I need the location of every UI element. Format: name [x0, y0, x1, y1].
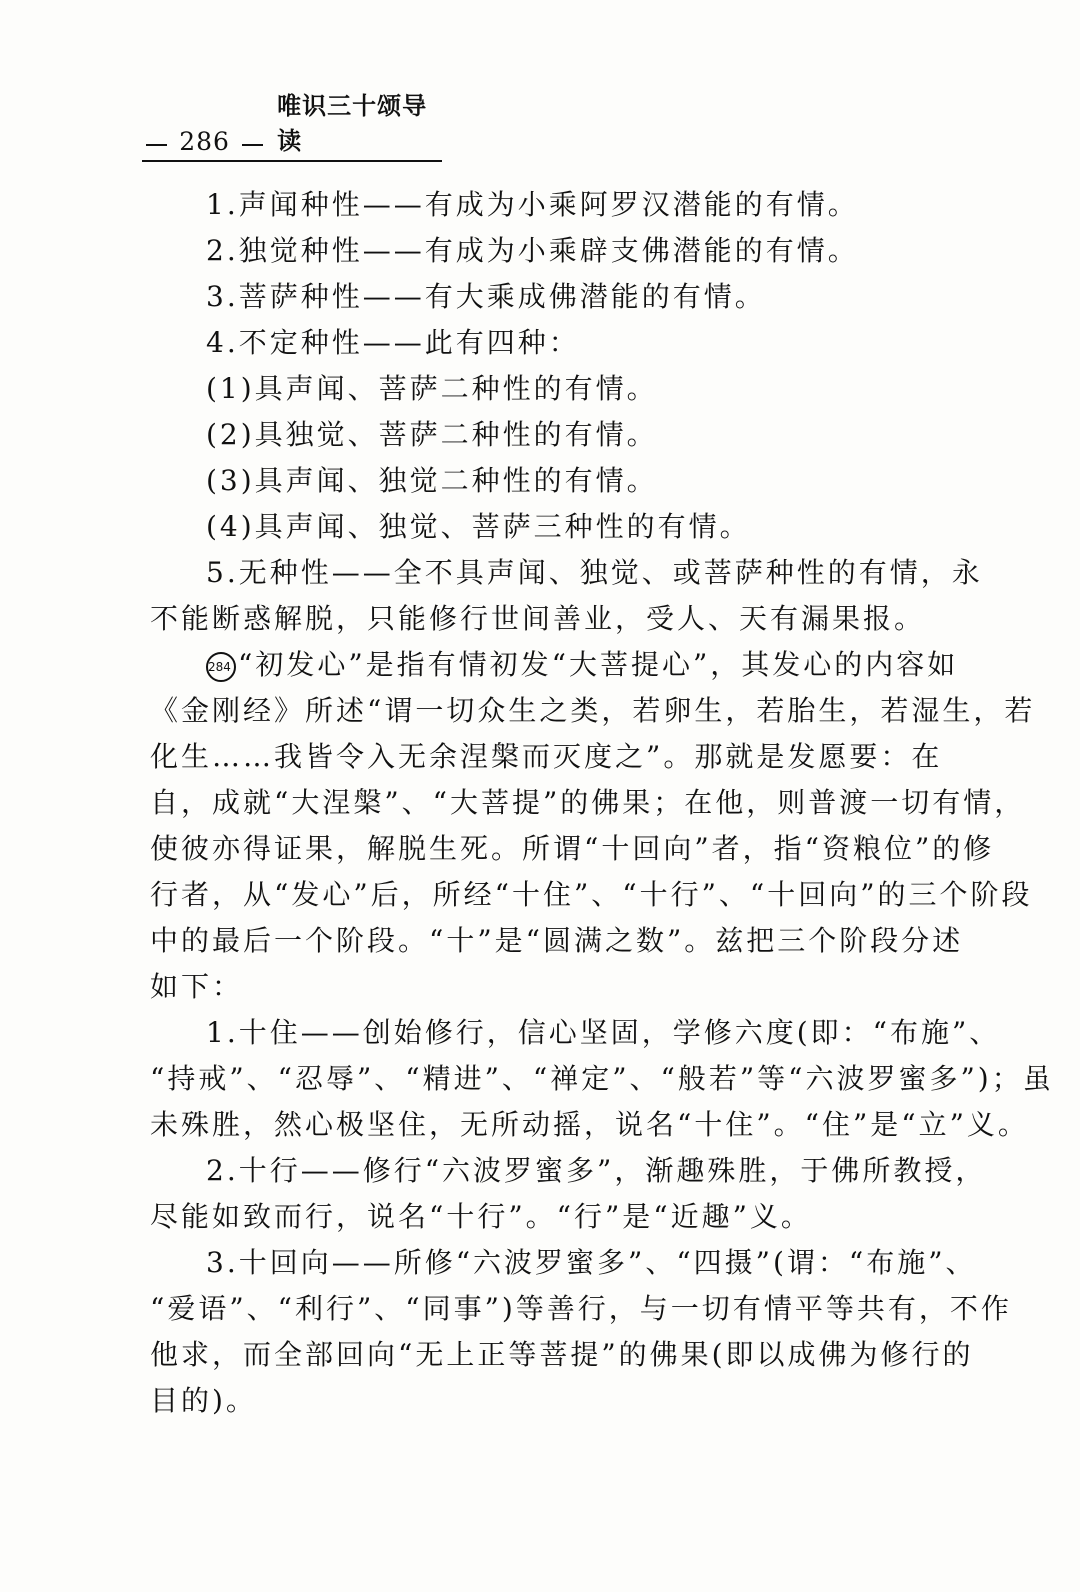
- book-title: 唯识三十颂导读: [277, 92, 428, 155]
- head-dash: [146, 144, 167, 146]
- note-line: [150, 642, 959, 688]
- text-line: 1.声闻种性——有成为小乘阿罗汉潜能的有情。: [206, 188, 859, 221]
- text-line: “爱语”、“利行”、“同事”)等善行，与一切有情平等共有，不作: [150, 1292, 1012, 1325]
- text-line: 2.十行——修行“六波罗蜜多”，渐趣殊胜，于佛所教授，: [206, 1154, 987, 1187]
- running-head: [146, 92, 446, 156]
- text-line: 行者，从“发心”后，所经“十住”、“十行”、“十回向”的三个阶段: [150, 878, 1033, 911]
- text-line: 自，成就“大涅槃”、“大菩提”的佛果；在他，则普渡一切有情，: [150, 786, 1026, 819]
- note-text: “初发心”是指有情初发“大菩提心”，其发心的内容如: [238, 648, 959, 681]
- text-line: 《金刚经》所述“谓一切众生之类，若卵生，若胎生，若湿生，若: [150, 694, 1036, 727]
- body-text: [150, 182, 1054, 1424]
- text-line: 1.十住——创始修行，信心坚固，学修六度(即：“布施”、: [206, 1016, 1001, 1049]
- text-line: 中的最后一个阶段。“十”是“圆满之数”。兹把三个阶段分述: [150, 924, 964, 957]
- text-line: 不能断惑解脱，只能修行世间善业，受人、天有漏果报。: [150, 602, 926, 635]
- text-line: 2.独觉种性——有成为小乘辟支佛潜能的有情。: [206, 234, 859, 267]
- head-dash: [242, 144, 263, 146]
- header-rule: [142, 160, 442, 162]
- text-line: (2)具独觉、菩萨二种性的有情。: [206, 418, 658, 451]
- text-line: 5.无种性——全不具声闻、独觉、或菩萨种性的有情，永: [206, 556, 983, 589]
- text-line: 尽能如致而行，说名“十行”。“行”是“近趣”义。: [150, 1200, 812, 1233]
- text-line: (4)具声闻、独觉、菩萨三种性的有情。: [206, 510, 751, 543]
- page-number: 286: [179, 127, 230, 156]
- text-line: 他求，而全部回向“无上正等菩提”的佛果(即以成佛为修行的: [150, 1338, 974, 1371]
- text-line: “持戒”、“忍辱”、“精进”、“禅定”、“般若”等“六波罗蜜多”)；虽: [150, 1062, 1054, 1095]
- text-line: 使彼亦得证果，解脱生死。所谓“十回向”者，指“资粮位”的修: [150, 832, 995, 865]
- text-line: 3.菩萨种性——有大乘成佛潜能的有情。: [206, 280, 766, 313]
- text-line: 3.十回向——所修“六波罗蜜多”、“四摄”(谓：“布施”、: [206, 1246, 977, 1279]
- text-line: (3)具声闻、独觉二种性的有情。: [206, 464, 658, 497]
- note-number: 284: [206, 652, 236, 682]
- text-line: 如下：: [150, 970, 244, 1003]
- text-line: 4.不定种性——此有四种：: [206, 326, 580, 359]
- text-line: (1)具声闻、菩萨二种性的有情。: [206, 372, 658, 405]
- text-line: 未殊胜，然心极坚住，无所动摇，说名“十住”。“住”是“立”义。: [150, 1108, 1029, 1141]
- text-line: 目的)。: [150, 1384, 257, 1417]
- text-line: 化生……我皆令入无余涅槃而灭度之”。那就是发愿要：在: [150, 740, 943, 773]
